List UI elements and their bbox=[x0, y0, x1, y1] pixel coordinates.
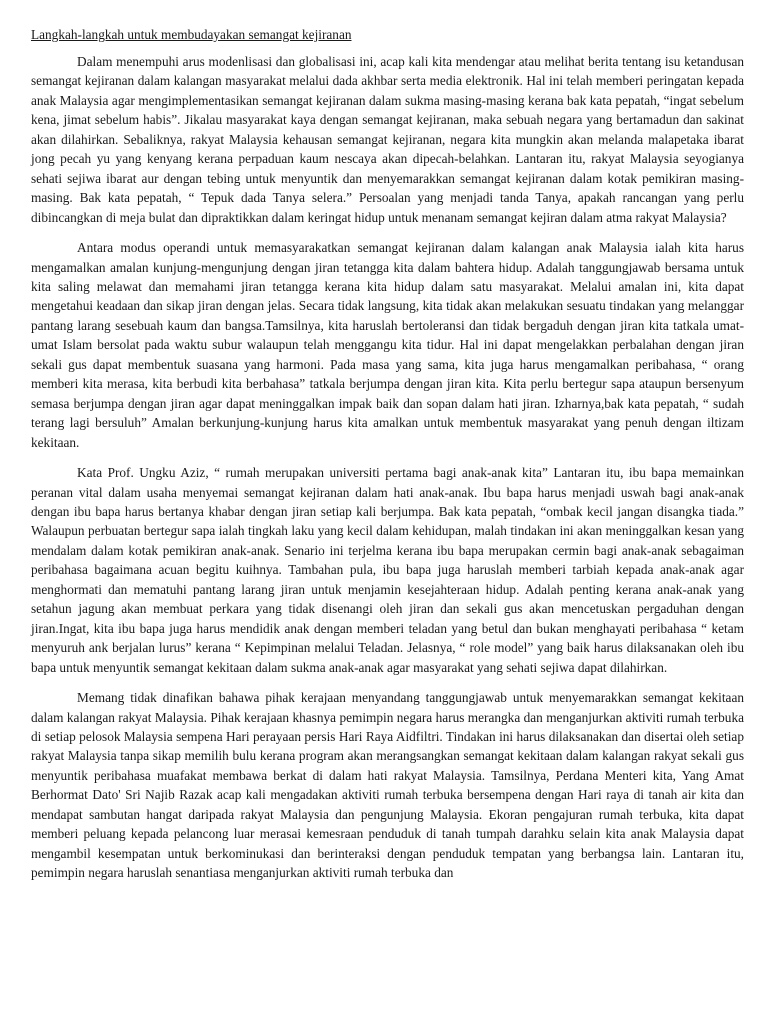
paragraph-introduction: Dalam menempuhi arus modenlisasi dan globalisasi ini, acap kali kita mendengar atau melihat berita tentang isu ketandusan semangat kejiranan dalam kalangan masyarakat melalui dada akhbar serta media elektronik. Hal ini telah memberi peringatan kepada anak Malaysia agar mengimplementasikan semangat kejiranan dalam sukma masing-masing kerana bak kata pepatah, “ingat sebelum kena, jimat sebelum habis”. Jikalau masyarakat kaya dengan semangat kejiranan, maka sebuah negara yang bertamadun dan sakinat akan dilahirkan. Sebaliknya, rakyat Malaysia kehausan semangat kejiranan, negara kita mungkin akan melanda malapetaka ibarat jong pecah yu yang kenyang kerana perpaduan kaum nescaya akan dipecah-belahkan. Lantaran itu, rakyat Malaysia seyogianya sehati sejiwa ibarat aur dengan tebing untuk menyuntik dan menyemarakkan semangat kejiranan dalam kotak pemikiran masing-masing. Bak kata pepatah, “ Tepuk dada Tanya selera.” Persoalan yang menjadi tanda Tanya, apakah rancangan yang perlu dibincangkan di meja bulat dan dipraktikkan dalam keringat hidup untuk menanam semangat kejiran dalam atma rakyat Malaysia? bbox=[31, 54, 744, 225]
paragraph-kunjung-mengunjung: Antara modus operandi untuk memasyarakatkan semangat kejiranan dalam kalangan anak Malaysia ialah kita harus mengamalkan amalan kunjung-mengunjung dengan jiran tetangga kita dalam bahtera hidup. Adalah tanggungjawab bersama untuk kita saling melawat dan memahami jiran tetangga kerana kita hidup dalam satu masyarakat. Melalui amalan ini, kita dapat mengetahui keadaan dan sikap jiran dengan jelas. Secara tidak langsung, kita tidak akan melakukan sesuatu tindakan yang melanggar pantang larang sesebuah kaum dan bangsa.Tamsilnya, kita haruslah bertoleransi dan tidak bergaduh dengan jiran kita tatkala umat-umat Islam bersolat pada waktu subur walaupun telah menggangu kita tidur. Hal ini dapat mengelakkan perbalahan dengan jiran sekali gus dapat membentuk suasana yang harmoni. Pada masa yang sama, kita juga harus mengamalkan peribahasa, “ orang memberi kita merasa, kita berbudi kita berbahasa” tatkala berjumpa dengan jiran kita. Kita perlu bertegur sapa ataupun bersenyum semasa berjumpa dengan jiran agar dapat meninggalkan impak baik dan sopan dalam hati jiran. Izharnya,bak kata pepatah, “ sudah terang lagi bersuluh” Amalan berkunjung-kunjung harus kita amalkan untuk membentuk masyarakat yang penuh dengan iltizam kekitaan. bbox=[31, 240, 744, 450]
paragraph-ibu-bapa: Kata Prof. Ungku Aziz, “ rumah merupakan universiti pertama bagi anak-anak kita” Lantaran itu, ibu bapa memainkan peranan vital dalam usaha menyemai semangat kejiranan dalam hati anak-anak. Ibu bapa harus menjadi uswah bagi anak-anak dengan ibu bapa harus bertanya khabar dengan jiran setiap kali berjumpa. Bak kata pepatah, “ombak kecil jangan disangka tiada.” Walaupun perbuatan bertegur sapa ialah tingkah laku yang kecil dalam kehidupan, malah tindakan ini akan meninggalkan kesan yang mendalam dalam kotak pemikiran anak-anak. Senario ini terjelma kerana ibu bapa merupakan cermin bagi anak-anak sebagaiman peribahasa bagaimana acuan begitu kuihnya. Tambahan pula, ibu bapa juga haruslah memberi tarbiah kepada anak-anak agar menghormati dan mematuhi pantang larang jiran untuk menjamin kesejahteraan hidup. Adalah penting kerana anak-anak yang setahun jagung akan membuat perkara yang tidak disenangi oleh jiran dan sekali gus akan mencetuskan pergaduhan dengan jiran.Ingat, kita ibu bapa juga harus mendidik anak dengan memberi teladan yang betul dan bukan menghayati peribahasa “ ketam menyuruh ank berjalan lurus” kerana “ Kepimpinan melalui Teladan. Jelasnya, “ role model” yang baik harus dilaksanakan oleh ibu bapa untuk menyuntik semangat kekitaan dalam sukma anak-anak agar masyarakat yang sehati sejiwa dapat dilahirkan. bbox=[31, 465, 744, 675]
document-page bbox=[31, 26, 744, 894]
paragraph-kerajaan: Memang tidak dinafikan bahawa pihak kerajaan menyandang tanggungjawab untuk menyemarakkan semangat kekitaan dalam kalangan rakyat Malaysia. Pihak kerajaan khasnya pemimpin negara harus merangka dan menganjurkan aktiviti rumah terbuka di setiap pelosok Malaysia sempena Hari perayaan persis Hari Raya Aidfiltri. Tindakan ini harus dilaksanakan dan disertai oleh setiap rakyat Malaysia tanpa sikap memilih bulu kerana program akan merangsangkan semangat kekitaan dalam kalangan rakyat sekali gus menyuntik peribahasa muafakat membawa berkat di dalam hati rakyat Malaysia. Tamsilnya, Perdana Menteri kita, Yang Amat Berhormat Dato' Sri Najib Razak acap kali mengadakan aktiviti rumah terbuka bersempena dengan Hari raya di tanah air kita dan mendapat sambutan hangat daripada rakyat Malaysia dan pengunjung Malaysia. Ekoran pengajuran rumah terbuka, kita dapat memberi peluang kepada pelancong luar merasai kemesraan penduduk di tanah tumpah darahku selain kita anak Malaysia dapat mengambil kesempatan untuk berkominukasi dan berinteraksi dengan penduduk tempatan yang berbangsa lain. Lantaran itu, pemimpin negara haruslah senantiasa menganjurkan aktiviti rumah terbuka dan bbox=[31, 690, 744, 881]
document-title: Langkah-langkah untuk membudayakan semangat kejiranan bbox=[31, 27, 352, 42]
